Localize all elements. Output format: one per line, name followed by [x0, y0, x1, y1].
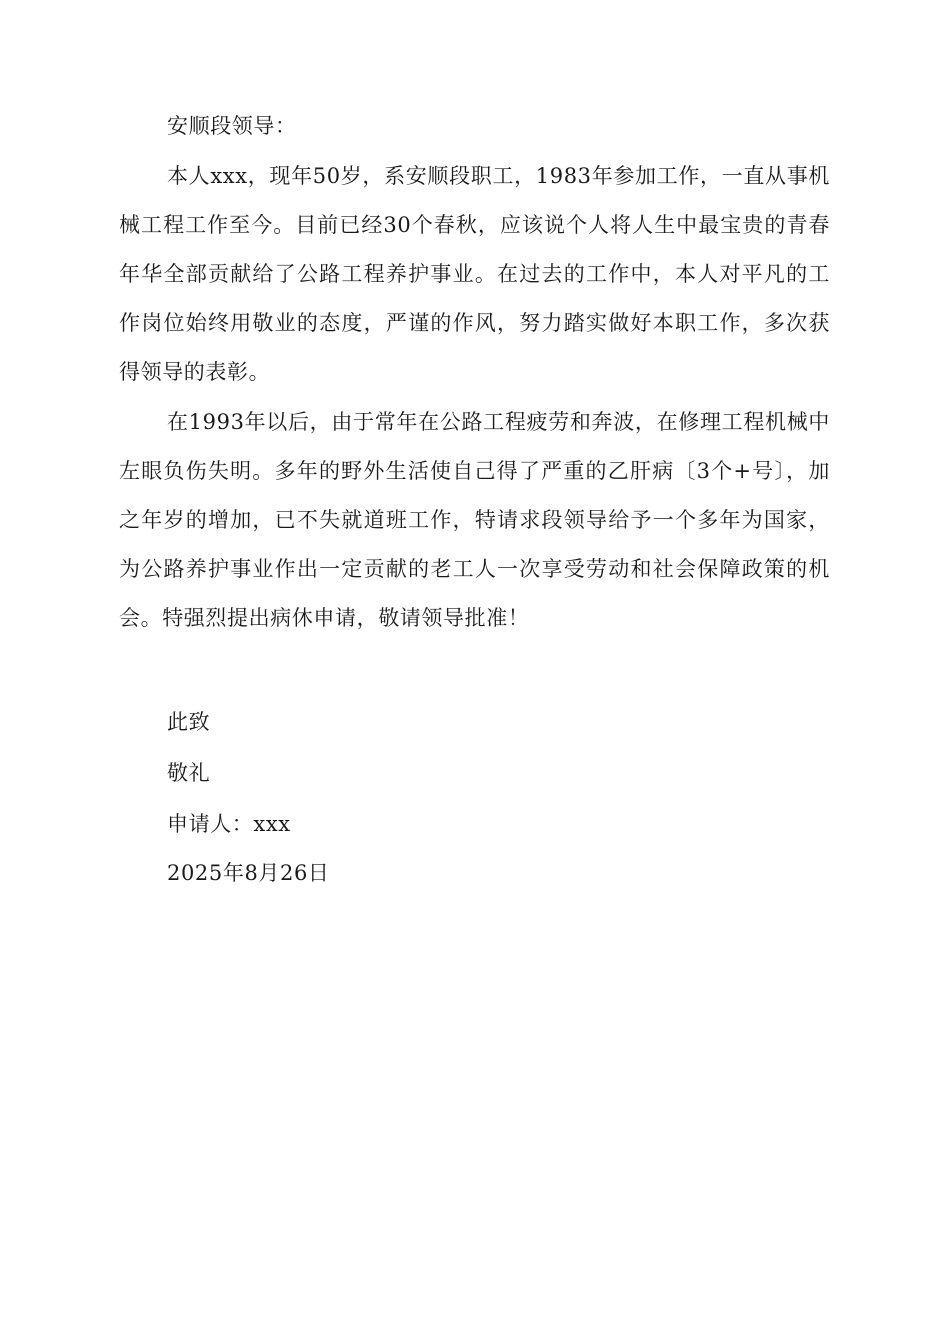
applicant-line: 申请人：xxx	[167, 812, 291, 836]
salutation: 安顺段领导：	[167, 114, 297, 138]
body-paragraph-1: 本人xxx，现年50岁，系安顺段职工，1983年参加工作，一直从事机械工程工作至今。目前已经30个春秋，应该说个人将人生中最宝贵的青春年华全部贡献给了公路工程养护事业。在过去的工作中，本人对平凡的工作岗位始终用敬业的态度，严谨的作风，努力踏实做好本职工作，多次获得领导的表彰。	[119, 164, 830, 384]
date-line: 2025年8月26日	[167, 861, 330, 885]
body-paragraph-2: 在1993年以后，由于常年在公路工程疲劳和奔波，在修理工程机械中左眼负伤失明。多年的野外生活使自己得了严重的乙肝病〔3个+号〕，加之年岁的增加，已不失就道班工作，特请求段领导给予一个多年为国家，为公路养护事业作出一定贡献的老工人一次享受劳动和社会保障政策的机会。特强烈提出病休申请，敬请领导批准！	[119, 410, 830, 630]
closing-jingli: 敬礼	[167, 761, 211, 785]
closing-cizhi: 此致	[167, 710, 211, 734]
